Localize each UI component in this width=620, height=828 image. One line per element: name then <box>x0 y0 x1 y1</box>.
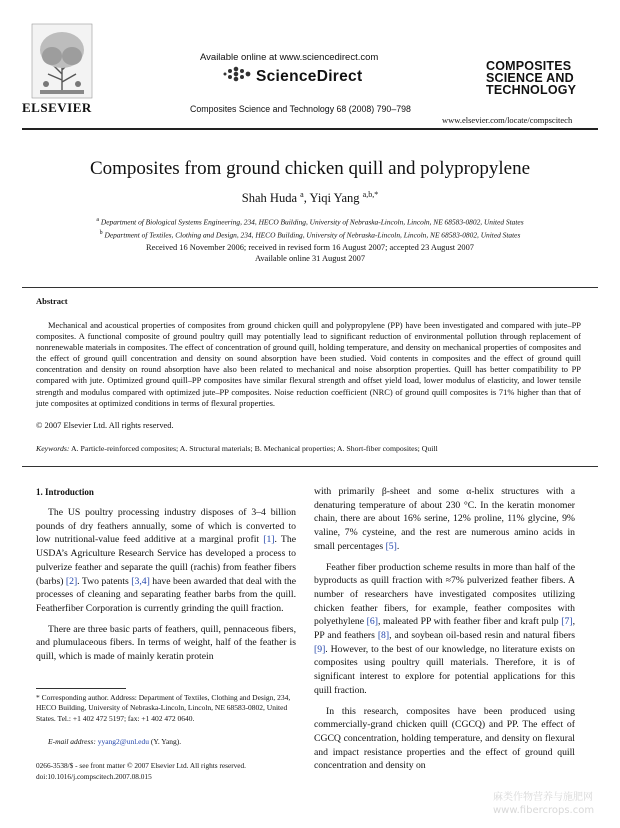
footnote-marker: * <box>36 693 40 702</box>
corresponding-author-footnote <box>36 693 298 724</box>
paragraph: In this research, composites have been produced using commercially-grand chicken quill (CGCQ) and PP. The effect of CGCQ concentration, holding temperature, and density on flexural and impact resistance properties and the effect of ground quill concentration and density on <box>314 705 575 772</box>
paragraph: The US poultry processing industry disposes of 3–4 billion pounds of dry feathers annually, some of which is converted to low nutritional-value feed additive at a marginal profit [1]. The USDA’s Agriculture Research Service has developed a process to pulverize feather and separate the quill (rachis) from feather fibers (barbs) [2]. Two patents [3,4] have been awarded that deal with the processes of cleaning and separating feather barbs from the quill. Featherfiber Corporation is currently grinding the quill fraction. <box>36 507 296 614</box>
citation-link[interactable]: [5] <box>385 540 397 552</box>
affiliation-line <box>40 228 580 241</box>
watermark-line: www.fibercrops.com <box>493 805 595 816</box>
received-dates: Received 16 November 2006; received in revised form 16 August 2007; accepted 23 August 2007 <box>146 243 474 252</box>
keywords-list: A. Particle-reinforced composites; A. Structural materials; B. Mechanical properties; A. Short-fiber composites; Quill <box>69 444 438 453</box>
citation-link[interactable]: [2] <box>65 575 78 587</box>
footnote-text: Corresponding author. Address: Department of Textiles, Clothing and Design, 234, HECO Building, University of Nebraska-Lincoln, Lincoln, NE 68583-0802, United States. Tel.: +1 402 472 5197; fax: +1 402 472 0640. <box>36 693 291 723</box>
abstract-copyright: © 2007 Elsevier Ltd. All rights reserved. <box>36 420 174 430</box>
email-label: E-mail address: <box>48 737 96 746</box>
journal-title-line: TECHNOLOGY <box>486 83 577 97</box>
journal-citation: Composites Science and Technology 68 (2008) 790–798 <box>190 104 411 114</box>
affiliation-mark: b <box>99 229 103 236</box>
paragraph: with primarily β-sheet and some α-helix structures with a denaturing temperature of about 230 °C. In the keratin monomer chain, there are about 16% serine, 12% proline, 11% glycine, 9% valine, 7% cysteine, and the rest are numerous amino acids in small percentages [5]. <box>314 486 575 552</box>
left-column <box>36 506 296 664</box>
journal-title-line: SCIENCE AND <box>486 71 574 85</box>
affiliation-mark: a,b,* <box>362 190 379 199</box>
section-heading: 1. Introduction <box>36 487 94 497</box>
doi-line: doi:10.1016/j.compscitech.2007.08.015 <box>36 771 152 781</box>
journal-title-line: COMPOSITES <box>486 59 572 73</box>
citation-link[interactable]: [8] <box>377 630 390 642</box>
footnote-rule <box>36 688 126 689</box>
citation-link[interactable]: [6] <box>366 616 378 628</box>
journal-title <box>486 60 576 96</box>
author-list <box>0 190 620 206</box>
keywords <box>36 444 438 453</box>
author-separator: , <box>303 191 310 206</box>
footnote-email <box>48 737 181 746</box>
email-suffix: (Y. Yang). <box>149 737 182 746</box>
sciencedirect-dots-icon <box>222 66 252 87</box>
available-date: Available online 31 August 2007 <box>254 254 366 263</box>
citation-link[interactable]: [7] <box>561 616 573 628</box>
site-watermark <box>493 791 594 817</box>
abstract-top-rule <box>22 287 598 288</box>
affiliations <box>40 215 580 241</box>
sciencedirect-logo <box>222 66 362 87</box>
publisher-name: ELSEVIER <box>22 100 92 115</box>
available-online-text: Available online at www.sciencedirect.com <box>200 52 379 63</box>
front-matter <box>36 761 246 782</box>
article-title: Composites from ground chicken quill and polypropylene <box>89 158 531 179</box>
abstract-text: Mechanical and acoustical properties of composites from ground chicken quill and polypropylene (PP) have been investigated and compared with jute–PP composites. A functional composite of ground poultry quill may potentially lead to significant reduction of environmental pollution through replacement of nonrenewable materials in composites. The effect of concentration of ground quill, holding temperature, and density on mechanical properties of composites and the effect of ground quill concentration and density on sound absorption have been studied. Void contents in composites and the effect of ground quill concentration and density on round absorption have also been related to mechanical and noise absorption properties. Quill has better compatibility to PP compared with jute. Optimized ground quill–PP composites have similar flexural strength and offset yield load, lower modulus of elasticity, and lower tensile strength and modulus compared with optimized jute–PP composites. Noise reduction coefficient (NRC) of ground quill composites is 71% higher than that of jute composites at optimized conditions in terms of flexural properties. <box>36 320 581 408</box>
citation-link[interactable]: [1] <box>263 534 275 546</box>
abstract-heading: Abstract <box>36 296 68 306</box>
journal-url-link[interactable]: www.elsevier.com/locate/compscitech <box>442 115 573 125</box>
author-name: Yiqi Yang <box>309 191 360 206</box>
affiliation-mark: a <box>300 190 304 199</box>
paragraph: There are three basic parts of feathers, quill, pennaceous fibers, and plumulaceous fibers. In terms of weight, half of the feather is quill, which is made of mainly keratin protein <box>36 623 296 663</box>
keywords-label: Keywords: <box>36 444 70 453</box>
citation-link[interactable]: [3,4] <box>131 575 150 587</box>
affiliation-text: Department of Textiles, Clothing and Design, 234, HECO Building, University of Nebraska-Lincoln, Lincoln, NE 68583-0802, United States <box>104 230 521 240</box>
email-link[interactable]: yyang2@unl.edu <box>97 737 149 746</box>
article-dates <box>0 242 620 264</box>
header-rule <box>22 128 598 130</box>
affiliation-text: Department of Biological Systems Engineering, 234, HECO Building, University of Nebraska-Lincoln, Lincoln, NE 68583-0802, United States <box>100 217 524 227</box>
citation-link[interactable]: [9] <box>314 643 326 655</box>
right-column <box>314 485 575 773</box>
affiliation-mark: a <box>96 217 100 223</box>
issn-line: 0266-3538/$ - see front matter © 2007 Elsevier Ltd. All rights reserved. <box>36 761 247 770</box>
abstract-bottom-rule <box>22 466 598 467</box>
sciencedirect-wordmark: ScienceDirect <box>256 67 363 85</box>
watermark-line: 麻类作物营养与施肥网 <box>493 792 593 803</box>
elsevier-tree-logo <box>30 22 94 110</box>
author-name: Shah Huda <box>241 191 297 206</box>
affiliation-line <box>40 215 580 228</box>
paragraph: Feather fiber production scheme results in more than half of the byproducts as quill fraction with ≈7% pulverized feather fibers. A number of researchers have investigated composites utilizing chicken feather fibers, for example, feather composites with polyethylene [6], maleated PP with feather fiber and kraft pulp [7], PP and feathers [8], and soybean oil-based resin and natural fibers [9]. However, to the best of our knowledge, no literature exists on composites using poultry quill materials. Therefore, it is of significant interest to explore for potential applications for this quill fraction. <box>314 561 576 696</box>
